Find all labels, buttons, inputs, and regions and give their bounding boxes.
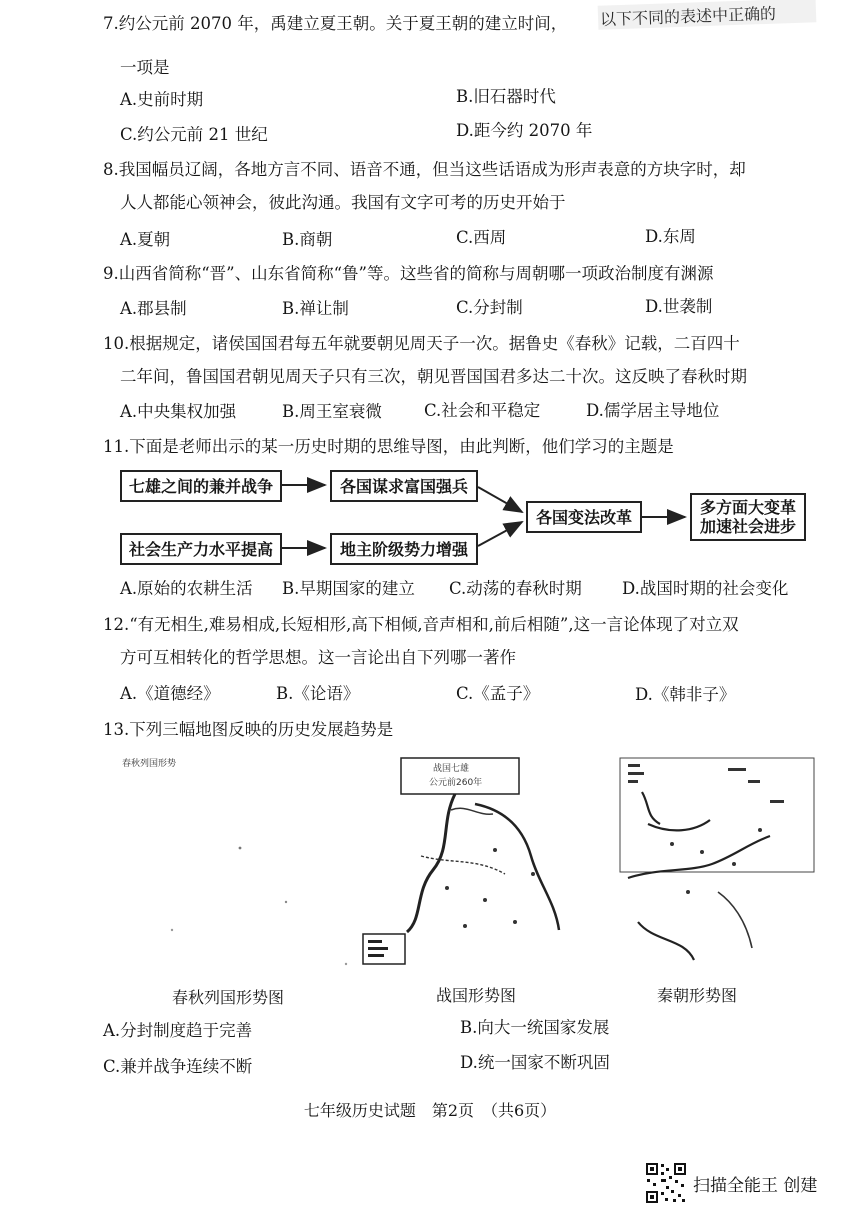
q10-stem-line1: 10.根据规定，诸侯国国君每五年就要朝见周天子一次。据鲁史《春秋》记载，二百四十 <box>103 334 740 353</box>
map1-tag: 春秋列国形势 <box>122 759 177 769</box>
q11-option-a: A.原始的农耕生活 <box>120 579 253 598</box>
box-landlord-class-rise: 地主阶级势力增强 <box>330 533 478 565</box>
q13-stem: 13.下列三幅地图反映的历史发展趋势是 <box>103 720 394 739</box>
q13-option-c: C.兼并战争连续不断 <box>103 1057 253 1076</box>
q8-stem-line1: 8.我国幅员辽阔，各地方言不同、语音不通，但当这些话语成为形声表意的方块字时，却 <box>103 160 746 179</box>
q12-stem-line1: 12.“有无相生,难易相成,长短相形,高下相倾,音声相和,前后相随”,这一言论体现了对立双 <box>103 615 739 634</box>
scanner-badge <box>645 1162 817 1204</box>
map2-caption: 战国形势图 <box>436 986 517 1005</box>
q7-stem-line2: 一项是 <box>120 58 170 77</box>
q13-option-a: A.分封制度趋于完善 <box>103 1021 253 1040</box>
box-reforms: 各国变法改革 <box>526 501 642 533</box>
map-warring-states <box>355 752 595 968</box>
q10-option-d: D.儒学居主导地位 <box>586 401 720 420</box>
q7-option-b: B.旧石器时代 <box>456 87 556 106</box>
map1-sketch <box>118 752 354 968</box>
q7-option-d: D.距今约 2070 年 <box>456 121 593 140</box>
q12-option-d: D.《韩非子》 <box>635 685 736 704</box>
q12-option-c: C.《孟子》 <box>456 684 540 703</box>
scanner-badge-text: 扫描全能王 创建 <box>693 1175 818 1196</box>
q9-option-c: C.分封制 <box>456 298 523 317</box>
q7-stem-tail: 以下不同的表述中正确的 <box>599 3 777 30</box>
arrow-3 <box>478 487 522 512</box>
map3-caption: 秦朝形势图 <box>657 986 738 1005</box>
q8-option-b: B.商朝 <box>282 230 333 249</box>
box-productivity-rise: 社会生产力水平提高 <box>120 533 282 565</box>
q8-option-d: D.东周 <box>645 227 696 246</box>
q8-option-a: A.夏朝 <box>120 230 171 249</box>
q9-option-a: A.郡县制 <box>120 299 187 318</box>
box-rich-state-strong-army: 各国谋求富国强兵 <box>330 470 478 502</box>
map2-tag-title: 战国七雄 <box>433 764 470 774</box>
qr-code-icon <box>645 1162 687 1204</box>
q9-option-b: B.禅让制 <box>282 299 349 318</box>
map-qin-dynasty <box>598 752 820 968</box>
q11-option-c: C.动荡的春秋时期 <box>449 579 582 598</box>
q13-option-d: D.统一国家不断巩固 <box>460 1053 610 1072</box>
map1-caption: 春秋列国形势图 <box>172 988 285 1007</box>
q10-option-c: C.社会和平稳定 <box>424 401 541 420</box>
q7-option-c: C.约公元前 21 世纪 <box>120 125 268 144</box>
q9-stem: 9.山西省简称“晋”、山东省简称“鲁”等。这些省的简称与周朝哪一项政治制度有渊源 <box>103 264 714 283</box>
map2-tag-date: 公元前260年 <box>429 778 483 788</box>
page-footer: 七年级历史试题 第2页 （共6页） <box>303 1101 557 1120</box>
arrow-4 <box>478 522 522 546</box>
q12-stem-line2: 方可互相转化的哲学思想。这一言论出自下列哪一著作 <box>120 648 516 667</box>
map3-sketch <box>598 752 820 968</box>
q7-option-a: A.史前时期 <box>120 90 204 109</box>
q10-option-a: A.中央集权加强 <box>120 402 237 421</box>
q10-stem-line2: 二年间，鲁国国君朝见周天子只有三次，朝见晋国国君多达二十次。这反映了春秋时期 <box>120 367 747 386</box>
box-great-change <box>690 493 806 541</box>
q8-option-c: C.西周 <box>456 228 507 247</box>
q9-option-d: D.世袭制 <box>645 297 713 316</box>
q11-option-b: B.早期国家的建立 <box>282 579 415 598</box>
q13-option-b: B.向大一统国家发展 <box>460 1018 610 1037</box>
map-spring-autumn <box>118 752 354 968</box>
q12-option-b: B.《论语》 <box>276 684 360 703</box>
box-great-change-line2: 加速社会进步 <box>699 517 796 536</box>
q8-stem-line2: 人人都能心领神会，彼此沟通。我国有文字可考的历史开始于 <box>120 193 566 212</box>
box-great-change-line1: 多方面大变革 <box>699 498 796 517</box>
q12-option-a: A.《道德经》 <box>120 684 220 703</box>
box-warring-states-wars: 七雄之间的兼并战争 <box>120 470 282 502</box>
q7-stem-line1: 7.约公元前 2070 年，禹建立夏王朝。关于夏王朝的建立时间， <box>103 14 568 33</box>
q11-option-d: D.战国时期的社会变化 <box>622 579 789 598</box>
q10-option-b: B.周王室衰微 <box>282 402 382 421</box>
q11-stem: 11.下面是老师出示的某一历史时期的思维导图，由此判断，他们学习的主题是 <box>103 437 674 456</box>
